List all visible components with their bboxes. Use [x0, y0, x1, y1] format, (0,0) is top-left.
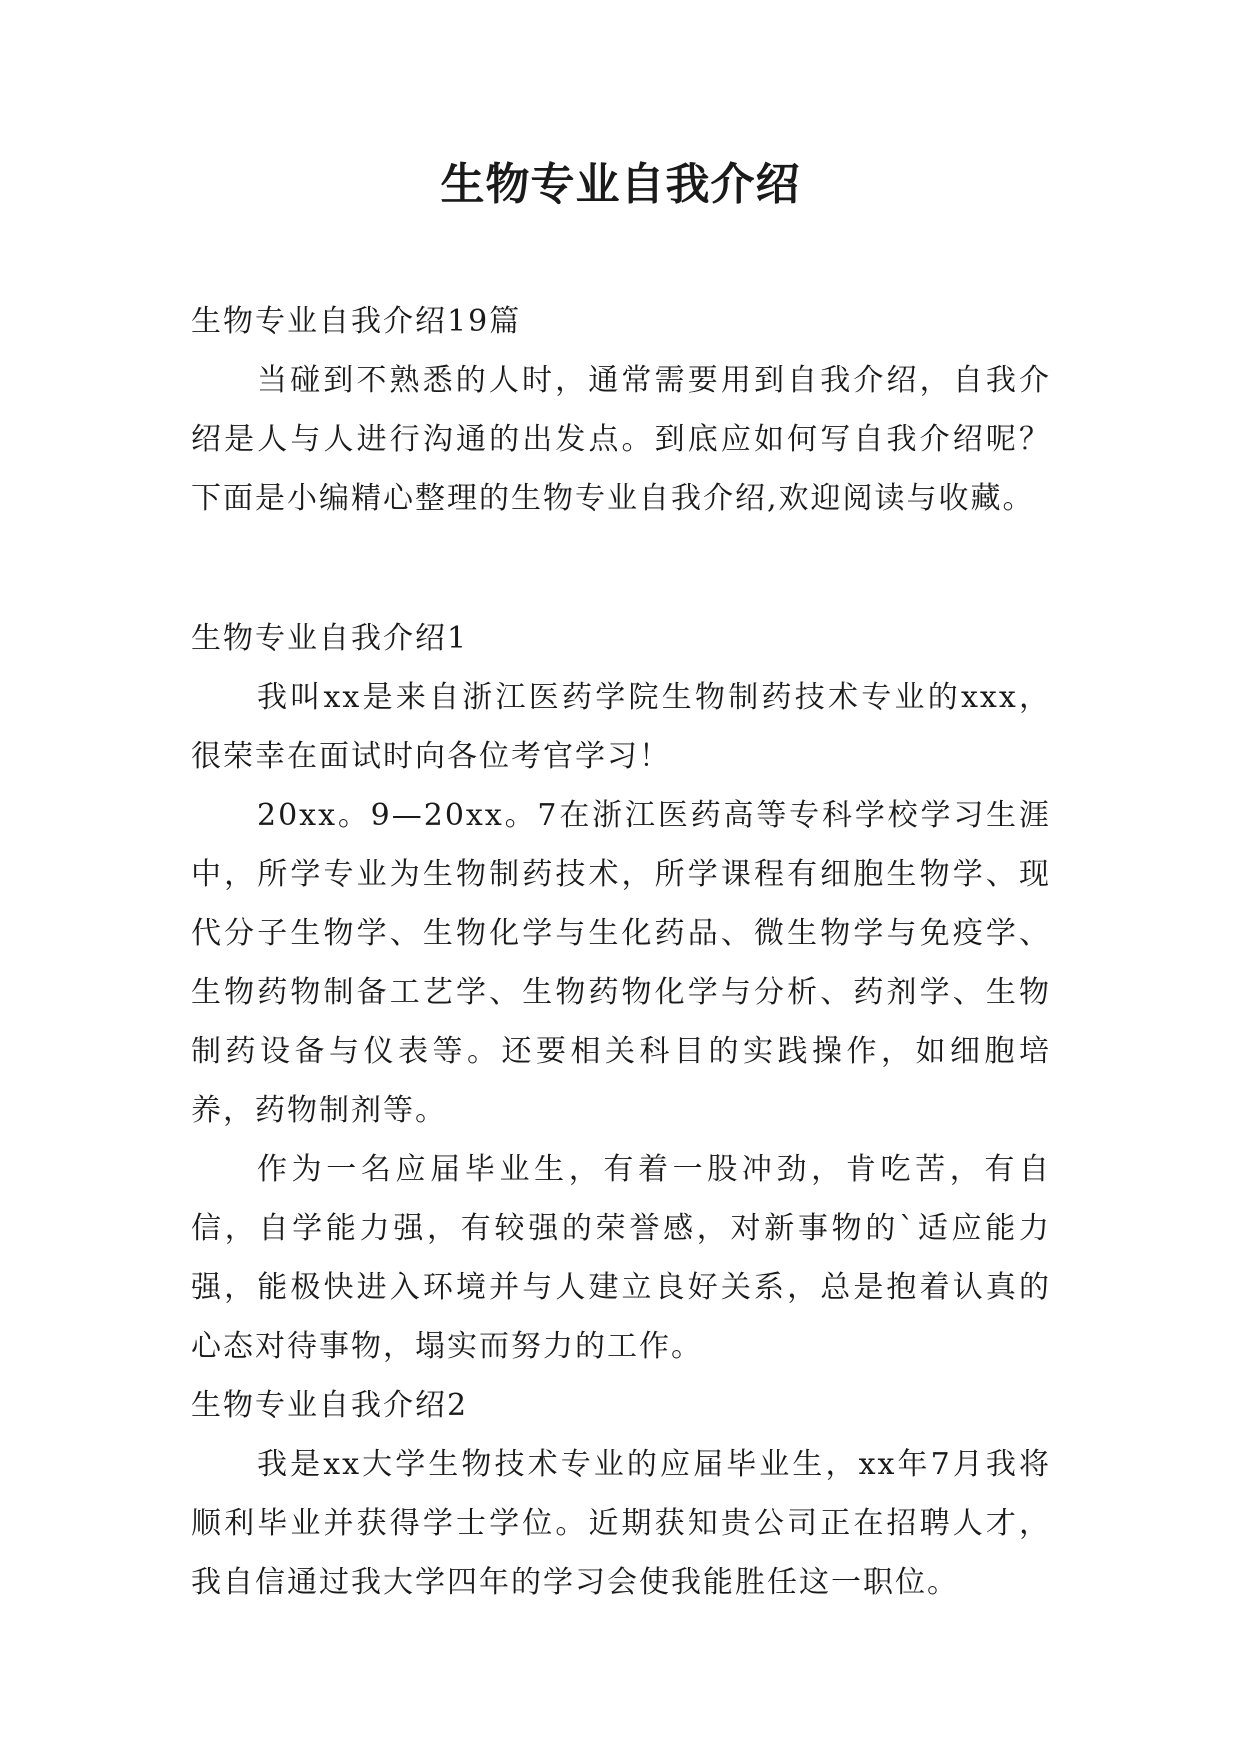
section-1-heading: 生物专业自我介绍1 — [191, 621, 469, 656]
section-1-paragraph-3: 作为一名应届毕业生，有着一股冲劲，肯吃苦，有自信，自学能力强，有较强的荣誉感，对新事物的`适应能力强，能极快进入环境并与人建立良好关系，总是抱着认真的心态对待事物，塌实而努力的工作。 — [191, 1152, 1051, 1364]
intro-paragraph: 当碰到不熟悉的人时，通常需要用到自我介绍，自我介绍是人与人进行沟通的出发点。到底应如何写自我介绍呢？下面是小编精心整理的生物专业自我介绍,欢迎阅读与收藏。 — [191, 363, 1051, 516]
section-spacer — [191, 528, 1051, 609]
section-2-paragraph-1: 我是xx大学生物技术专业的应届毕业生，xx年7月我将顺利毕业并获得学士学位。近期获知贵公司正在招聘人才，我自信通过我大学四年的学习会使我能胜任这一职位。 — [191, 1447, 1051, 1600]
section-2-heading: 生物专业自我介绍2 — [191, 1388, 469, 1423]
section-1-paragraph-2: 20xx。9—20xx。7在浙江医药高等专科学校学习生涯中，所学专业为生物制药技术，所学课程有细胞生物学、现代分子生物学、生物化学与生化药品、微生物学与免疫学、生物药物制备工艺学、生物药物化学与分析、药剂学、生物制药设备与仪表等。还要相关科目的实践操作，如细胞培养，药物制剂等。 — [191, 798, 1051, 1128]
document-body — [191, 292, 1051, 1612]
section-1-paragraph-1: 我叫xx是来自浙江医药学院生物制药技术专业的xxx，很荣幸在面试时向各位考官学习！ — [191, 680, 1051, 774]
document-title: 生物专业自我介绍 — [440, 159, 801, 210]
intro-heading: 生物专业自我介绍19篇 — [191, 304, 522, 339]
